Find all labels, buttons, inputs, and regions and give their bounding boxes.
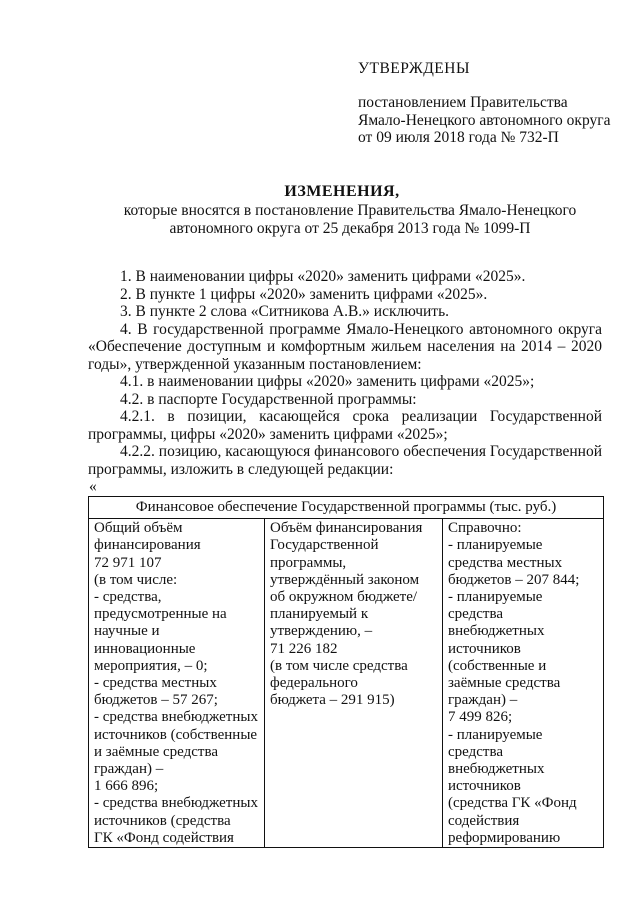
cell-line: Справочно: [448, 520, 522, 537]
cell-line: источников (средства [94, 812, 231, 829]
approval-line: постановлением Правительства [358, 94, 568, 111]
cell-line: (в том числе средства [270, 657, 408, 674]
changes-title: ИЗМЕНЕНИЯ, [284, 183, 400, 200]
cell-line: бюджетов – 57 267; [94, 692, 218, 709]
cell-line: - средства внебюджетных [94, 709, 258, 726]
cell-line: средства местных [448, 554, 563, 571]
cell-line: граждан) – [94, 761, 164, 778]
cell-line: внебюджетных [448, 761, 545, 778]
cell-line: источников [448, 778, 521, 795]
cell-line: утверждённый законом [270, 571, 420, 588]
cell-line: научные и [94, 623, 160, 640]
approval-line: Ямало-Ненецкого автономного округа [358, 111, 611, 129]
changes-subtitle-line: которые вносятся в постановление Правительства Ямало-Ненецкого [123, 202, 577, 219]
cell-line: источников (собственные [94, 726, 258, 743]
cell-line: бюджетов – 207 844; [448, 571, 580, 588]
opening-quote-mark: « [89, 478, 97, 495]
cell-line: федерального [270, 675, 358, 692]
cell-line: 1 666 896; [94, 778, 159, 795]
table-header: Финансовое обеспечение Государственной программы (тыс. руб.) [89, 497, 604, 519]
cell-line: источников [448, 640, 521, 657]
document-body [88, 268, 602, 478]
paragraph: 4.1. в наименовании цифры «2020» заменить цифрами «2025»; [120, 373, 535, 390]
cell-line: - средства внебюджетных [94, 795, 258, 812]
paragraph: 1. В наименовании цифры «2020» заменить цифрами «2025». [120, 268, 526, 285]
cell-line: 71 226 182 [270, 640, 338, 657]
cell-line: 7 499 826; [448, 709, 513, 726]
table-cell-total-financing [89, 519, 265, 848]
cell-line: финансирования [94, 537, 201, 554]
cell-line: бюджета – 291 915) [270, 692, 395, 709]
cell-line: (собственные и [448, 657, 547, 674]
financing-table [88, 496, 604, 848]
cell-line: граждан) – [448, 692, 518, 709]
approval-title: УТВЕРЖДЕНЫ [358, 60, 470, 77]
cell-line: внебюджетных [448, 623, 545, 640]
cell-line: ГК «Фонд содействия [94, 829, 234, 846]
cell-line: средства [448, 743, 504, 760]
paragraph: 4.2. в паспорте Государственной программы: [120, 390, 417, 408]
cell-line: - средства местных [94, 675, 217, 692]
changes-subtitle [100, 202, 600, 237]
cell-line: средства [448, 606, 504, 623]
cell-line: предусмотренные на [94, 606, 227, 623]
cell-line: инновационные [94, 640, 196, 657]
cell-line: (средства ГК «Фонд [448, 795, 577, 812]
paragraph: 4.2.2. позицию, касающуюся финансового обеспечения Государственной программы, изложить в следующей редакции: [88, 443, 602, 478]
cell-line: Общий объём [94, 520, 183, 537]
changes-subtitle-line: автономного округа от 25 декабря 2013 года № 1099-П [169, 219, 531, 237]
cell-line: мероприятия, – 0; [94, 657, 208, 674]
cell-line: заёмные средства [448, 675, 561, 692]
cell-line: 72 971 107 [94, 554, 162, 571]
cell-line: Объём финансирования [270, 520, 423, 537]
paragraph: 2. В пункте 1 цифры «2020» заменить цифрами «2025». [120, 285, 488, 303]
cell-line: - планируемые [448, 589, 543, 606]
cell-line: об окружном бюджете/ [270, 589, 418, 606]
cell-line: планируемый к [270, 606, 369, 623]
cell-line: Государственной [270, 537, 379, 554]
approval-block [358, 60, 628, 147]
cell-line: реформированию [448, 829, 561, 846]
cell-line: - планируемые [448, 726, 543, 743]
table-cell-reference [443, 519, 604, 848]
cell-line: - планируемые [448, 537, 543, 554]
approval-line: от 09 июля 2018 года № 732-П [358, 129, 559, 146]
paragraph: 3. В пункте 2 слова «Ситникова А.В.» исключить. [120, 303, 450, 320]
cell-line: и заёмные средства [94, 743, 219, 760]
cell-line: - средства, [94, 589, 162, 606]
paragraph: 4.2.1. в позиции, касающейся срока реализации Государственной программы, цифры «2020» заменить цифрами «2025»; [88, 408, 602, 443]
cell-line: утверждению, – [270, 623, 373, 640]
table-cell-program-volume [265, 519, 443, 848]
cell-line: программы, [270, 554, 347, 571]
cell-line: содействия [448, 812, 520, 829]
paragraph: 4. В государственной программе Ямало-Ненецкого автономного округа «Обеспечение доступным и комфортным жильем населения на 2014 – 2020 годы», утвержденной указанным постановлением: [88, 320, 602, 373]
cell-line: (в том числе: [94, 571, 178, 588]
